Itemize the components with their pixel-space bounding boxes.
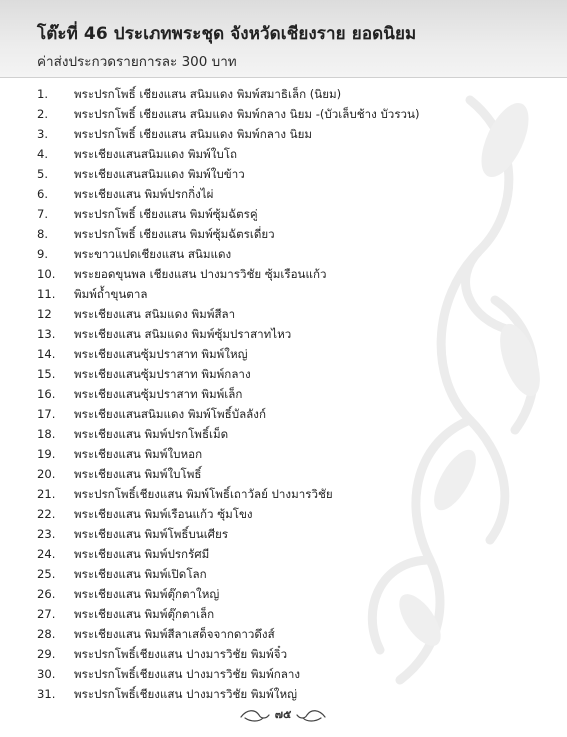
entry-fee-subtitle: ค่าส่งประกวดรายการละ 300 บาท [37,54,237,70]
list-item [37,184,537,204]
item-number: 14. [37,347,56,361]
item-number: 30. [37,667,56,681]
list-item [37,344,537,364]
list-item [37,144,537,164]
list-item [37,84,537,104]
list-item [37,364,537,384]
item-name: พระปรกโพธิ์เชียงแสน พิมพ์โพธิ์เถาวัลย์ ปางมารวิชัย [74,487,333,501]
item-name: พระเชียงแสนซุ้มปราสาท พิมพ์เล็ก [74,387,243,401]
list-item [37,204,537,224]
item-name: พระเชียงแสน พิมพ์ใบหอก [74,447,203,461]
list-item [37,404,537,424]
item-number: 1. [37,87,49,101]
list-item [37,104,537,124]
item-number: 20. [37,467,56,481]
item-name: พระเชียงแสน พิมพ์สีลาเสด็จจากดาวดึงส์ [74,627,275,641]
item-name: พระปรกโพธิ์เชียงแสน ปางมารวิชัย พิมพ์จิ๋ว [74,647,288,661]
item-number: 25. [37,567,56,581]
list-item [37,324,537,344]
item-name: พระเชียงแสนสนิมแดง พิมพ์ใบโถ [74,147,238,161]
item-name: พระเชียงแสน พิมพ์ตุ๊กตาเล็ก [74,607,215,621]
list-item [37,664,537,684]
item-number: 5. [37,167,49,181]
item-number: 2. [37,107,49,121]
list-item [37,584,537,604]
item-name: พระเชียงแสน สนิมแดง พิมพ์สีลา [74,307,236,321]
item-name: พระปรกโพธิ์ เชียงแสน สนิมแดง พิมพ์กลาง นิยม -(บัวเล็บช้าง บัวรวน) [74,107,420,121]
item-name: พระเชียงแสน พิมพ์โพธิ์บนเศียร [74,527,229,541]
list-item [37,464,537,484]
item-name: พระเชียงแสนซุ้มปราสาท พิมพ์ใหญ่ [74,347,248,361]
item-number: 28. [37,627,56,641]
item-number: 12 [37,307,52,321]
item-name: พระเชียงแสนซุ้มปราสาท พิมพ์กลาง [74,367,251,381]
item-name: พระเชียงแสนสนิมแดง พิมพ์โพธิ์บัลลังก์ [74,407,266,421]
item-name: พระเชียงแสน พิมพ์ปรกกิ่งไผ่ [74,187,214,201]
page-footer [233,705,333,725]
item-number: 16. [37,387,56,401]
item-number: 10. [37,267,56,281]
list-item [37,224,537,244]
item-name: พระปรกโพธิ์ เชียงแสน พิมพ์ซุ้มฉัตรคู่ [74,207,258,221]
list-item [37,484,537,504]
item-name: พระเชียงแสน พิมพ์ใบโพธิ์ [74,467,202,481]
item-number: 27. [37,607,56,621]
item-number: 6. [37,187,49,201]
item-number: 18. [37,427,56,441]
item-name: พระเชียงแสน พิมพ์ปรกรัศมี [74,547,210,561]
item-name: พระปรกโพธิ์ เชียงแสน สนิมแดง พิมพ์กลาง นิยม [74,127,313,141]
item-number: 4. [37,147,49,161]
item-number: 31. [37,687,56,701]
item-number: 8. [37,227,49,241]
page-number: ๗๕ [274,708,292,721]
item-name: พระเชียงแสน พิมพ์ปรกโพธิ์เม็ด [74,427,229,441]
list-item [37,624,537,644]
item-number: 17. [37,407,56,421]
header-divider [0,77,567,78]
item-name: พระปรกโพธิ์ เชียงแสน สนิมแดง พิมพ์สมาธิเล็ก (นิยม) [74,87,342,101]
list-item [37,644,537,664]
item-number: 11. [37,287,56,301]
item-number: 24. [37,547,56,561]
list-item [37,164,537,184]
item-name: พระขาวแปดเชียงแสน สนิมแดง [74,247,232,261]
item-name: พิมพ์ถ้ำขุนตาล [74,287,148,301]
item-number: 22. [37,507,56,521]
list-item [37,544,537,564]
list-item [37,564,537,584]
item-name: พระเชียงแสน พิมพ์เปิดโลก [74,567,207,581]
item-name: พระเชียงแสน พิมพ์ตุ๊กตาใหญ่ [74,587,220,601]
list-item [37,604,537,624]
item-name: พระเชียงแสน พิมพ์เรือนแก้ว ซุ้มโขง [74,507,253,521]
item-number: 19. [37,447,56,461]
item-number: 3. [37,127,49,141]
list-item [37,524,537,544]
item-number: 26. [37,587,56,601]
item-number: 7. [37,207,49,221]
list-item [37,284,537,304]
item-number: 9. [37,247,49,261]
item-name: พระเชียงแสน สนิมแดง พิมพ์ซุ้มปราสาทไหว [74,327,292,341]
list-item [37,504,537,524]
list-item [37,384,537,404]
list-item [37,444,537,464]
item-number: 21. [37,487,56,501]
list-item [37,244,537,264]
item-number: 15. [37,367,56,381]
list-item [37,124,537,144]
amulet-list [37,84,537,704]
item-number: 13. [37,327,56,341]
list-item [37,424,537,444]
item-number: 29. [37,647,56,661]
list-item [37,264,537,284]
page-title: โต๊ะที่ 46 ประเภทพระชุด จังหวัดเชียงราย ยอดนิยม [37,24,417,44]
item-name: พระปรกโพธิ์เชียงแสน ปางมารวิชัย พิมพ์กลาง [74,667,301,681]
list-item [37,304,537,324]
item-name: พระยอดขุนพล เชียงแสน ปางมารวิชัย ซุ้มเรือนแก้ว [74,267,327,281]
item-name: พระปรกโพธิ์เชียงแสน ปางมารวิชัย พิมพ์ใหญ่ [74,687,297,701]
item-name: พระปรกโพธิ์ เชียงแสน พิมพ์ซุ้มฉัตรเดี่ยว [74,227,275,241]
list-item [37,684,537,704]
item-name: พระเชียงแสนสนิมแดง พิมพ์ใบข้าว [74,167,245,181]
item-number: 23. [37,527,56,541]
